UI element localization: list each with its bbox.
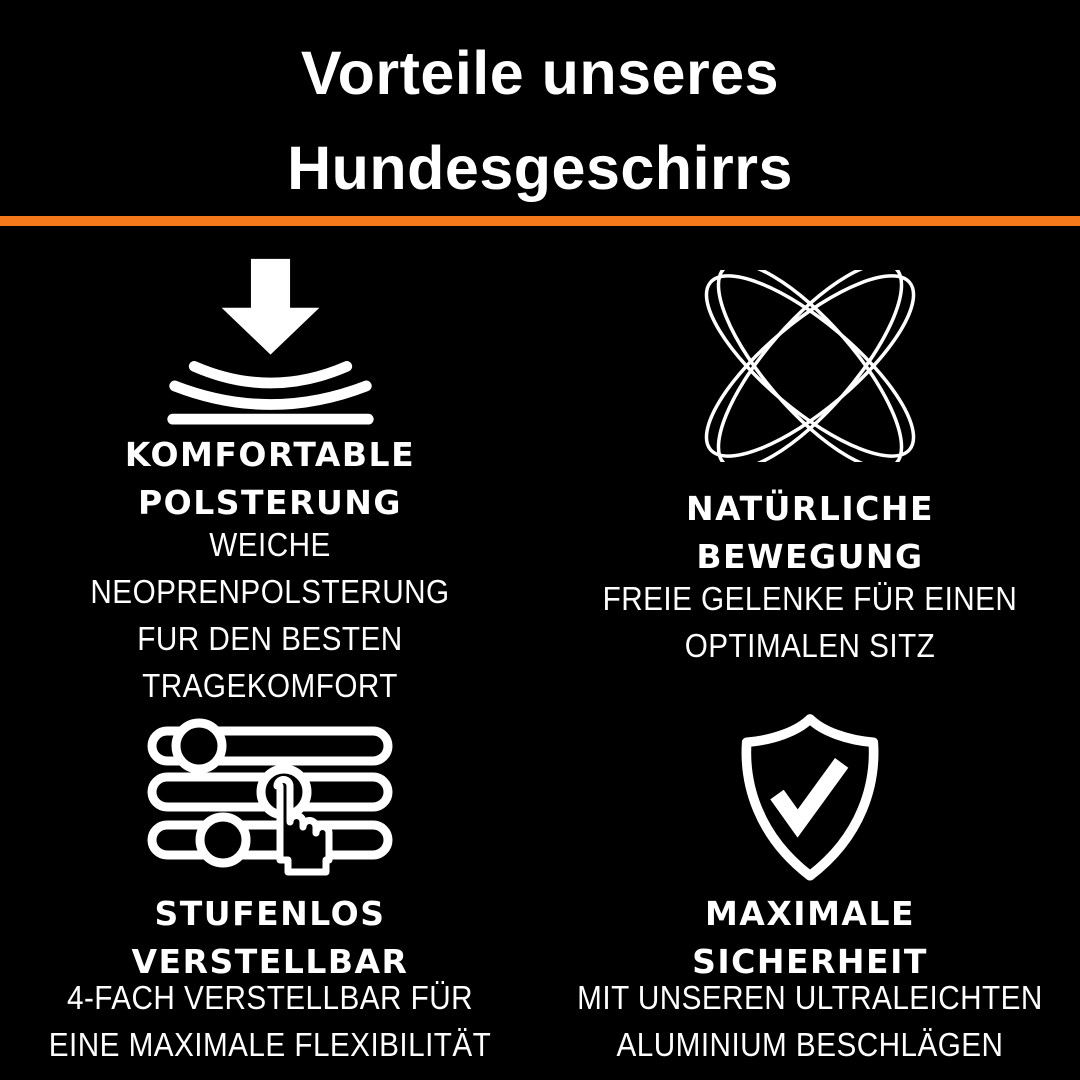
feature-desc: MIT UNSEREN ULTRALEICHTEN ALUMINIUM BESCHLÄGEN [577,979,1043,1063]
feature-title: NATÜRLICHE BEWEGUNG [686,489,934,576]
feature-desc: WEICHE NEOPRENPOLSTERUNG FUR DEN BESTEN TRAGEKOMFORT [90,526,450,704]
page-title-line-2: Hundesgeschirrs [287,134,793,202]
feature-komfortable-polsterung [0,226,540,704]
accent-divider [0,216,1080,226]
feature-natuerliche-bewegung [540,226,1080,680]
feature-desc: FREIE GELENKE FÜR EINEN OPTIMALEN SITZ [602,580,1018,664]
feature-title: KOMFORTABLE POLSTERUNG [124,435,416,522]
feature-maximale-sicherheit [540,680,1080,1080]
adjustable-sliders-hand-icon [140,708,400,888]
header [0,0,1080,216]
feature-stufenlos-verstellbar [0,680,540,1080]
page-title-line-1: Vorteile unseres [300,39,780,107]
feature-grid [0,226,1080,1080]
feature-title: MAXIMALE SICHERHEIT [692,894,928,981]
feature-desc: 4-FACH VERSTELLBAR FÜR EINE MAXIMALE FLEXIBILITÄT [48,979,492,1063]
shield-check-icon [727,712,893,884]
compression-padding-icon [153,251,388,427]
feature-title: STUFENLOS VERSTELLBAR [131,894,409,981]
free-movement-orbits-icon [704,270,916,462]
